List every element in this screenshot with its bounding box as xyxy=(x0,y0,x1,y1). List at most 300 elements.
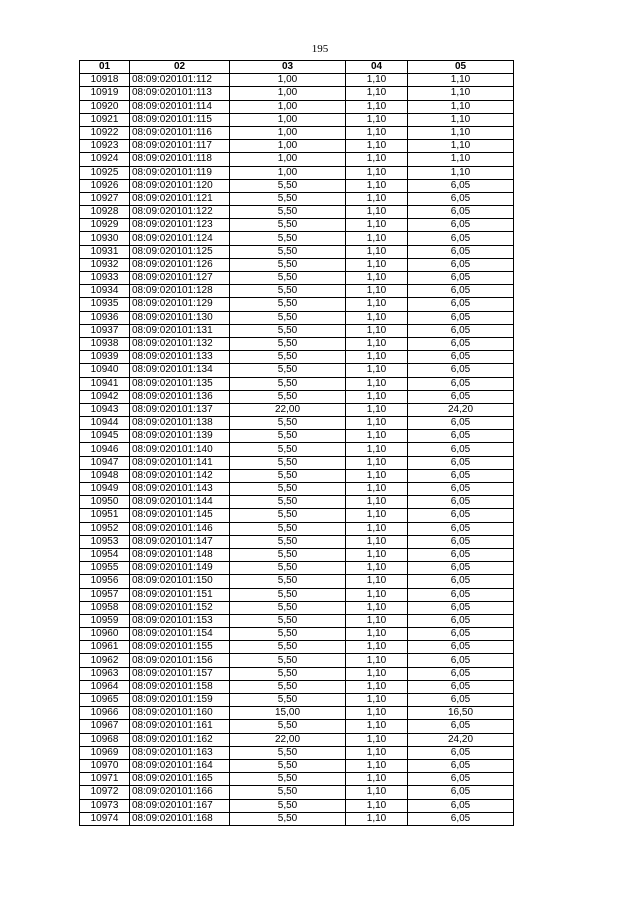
table-cell: 5,50 xyxy=(230,641,346,654)
table-row xyxy=(80,667,514,680)
table-cell: 08:09:020101:138 xyxy=(130,417,230,430)
table-cell: 1,00 xyxy=(230,140,346,153)
table-cell: 1,10 xyxy=(346,456,408,469)
table-cell: 24,20 xyxy=(408,733,514,746)
table-row xyxy=(80,179,514,192)
table-row xyxy=(80,140,514,153)
table-cell: 1,10 xyxy=(346,324,408,337)
table-cell: 1,10 xyxy=(408,87,514,100)
table-cell: 08:09:020101:150 xyxy=(130,575,230,588)
table-cell: 1,10 xyxy=(346,417,408,430)
table-row xyxy=(80,548,514,561)
table-row xyxy=(80,654,514,667)
table-row xyxy=(80,364,514,377)
table-cell: 6,05 xyxy=(408,509,514,522)
table-cell: 24,20 xyxy=(408,403,514,416)
table-cell: 10947 xyxy=(80,456,130,469)
table-cell: 6,05 xyxy=(408,311,514,324)
table-cell: 1,10 xyxy=(346,641,408,654)
table-cell: 08:09:020101:145 xyxy=(130,509,230,522)
table-cell: 08:09:020101:148 xyxy=(130,548,230,561)
table-cell: 5,50 xyxy=(230,562,346,575)
table-cell: 5,50 xyxy=(230,759,346,772)
table-cell: 10968 xyxy=(80,733,130,746)
table-row xyxy=(80,311,514,324)
table-cell: 10926 xyxy=(80,179,130,192)
table-cell: 08:09:020101:166 xyxy=(130,786,230,799)
table-cell: 1,10 xyxy=(346,496,408,509)
table-cell: 1,10 xyxy=(346,746,408,759)
table-cell: 6,05 xyxy=(408,720,514,733)
table-body xyxy=(80,74,514,826)
table-cell: 10919 xyxy=(80,87,130,100)
table-cell: 5,50 xyxy=(230,285,346,298)
table-row xyxy=(80,733,514,746)
table-cell: 1,10 xyxy=(408,113,514,126)
table-cell: 1,10 xyxy=(346,680,408,693)
table-row xyxy=(80,746,514,759)
table-cell: 1,10 xyxy=(346,87,408,100)
table-cell: 1,00 xyxy=(230,153,346,166)
table-cell: 5,50 xyxy=(230,496,346,509)
table-cell: 10971 xyxy=(80,773,130,786)
table-cell: 5,50 xyxy=(230,337,346,350)
table-row xyxy=(80,153,514,166)
table-cell: 1,10 xyxy=(346,799,408,812)
table-cell: 6,05 xyxy=(408,377,514,390)
table-cell: 08:09:020101:136 xyxy=(130,390,230,403)
table-row xyxy=(80,351,514,364)
table-cell: 5,50 xyxy=(230,469,346,482)
table-cell: 6,05 xyxy=(408,812,514,825)
table-row xyxy=(80,232,514,245)
table-cell: 10973 xyxy=(80,799,130,812)
table-row xyxy=(80,812,514,825)
table-cell: 08:09:020101:168 xyxy=(130,812,230,825)
table-cell: 10937 xyxy=(80,324,130,337)
table-row xyxy=(80,575,514,588)
table-cell: 1,10 xyxy=(346,390,408,403)
table-cell: 5,50 xyxy=(230,192,346,205)
table-cell: 6,05 xyxy=(408,285,514,298)
table-cell: 1,10 xyxy=(346,575,408,588)
table-cell: 1,10 xyxy=(346,469,408,482)
table-cell: 5,50 xyxy=(230,746,346,759)
table-cell: 1,10 xyxy=(408,166,514,179)
table-cell: 1,10 xyxy=(346,219,408,232)
table-cell: 08:09:020101:167 xyxy=(130,799,230,812)
table-cell: 08:09:020101:127 xyxy=(130,272,230,285)
table-cell: 5,50 xyxy=(230,548,346,561)
table-cell: 1,10 xyxy=(346,786,408,799)
table-cell: 1,10 xyxy=(346,548,408,561)
table-cell: 10957 xyxy=(80,588,130,601)
table-cell: 08:09:020101:132 xyxy=(130,337,230,350)
table-cell: 5,50 xyxy=(230,377,346,390)
table-cell: 08:09:020101:149 xyxy=(130,562,230,575)
column-header-02: 02 xyxy=(130,61,230,74)
table-cell: 6,05 xyxy=(408,430,514,443)
table-cell: 08:09:020101:156 xyxy=(130,654,230,667)
table-cell: 5,50 xyxy=(230,601,346,614)
table-cell: 10965 xyxy=(80,694,130,707)
table-cell: 08:09:020101:141 xyxy=(130,456,230,469)
table-cell: 1,10 xyxy=(346,654,408,667)
table-cell: 10953 xyxy=(80,535,130,548)
table-row xyxy=(80,588,514,601)
table-cell: 6,05 xyxy=(408,680,514,693)
column-header-03: 03 xyxy=(230,61,346,74)
table-cell: 08:09:020101:152 xyxy=(130,601,230,614)
data-table xyxy=(79,60,514,826)
table-cell: 1,10 xyxy=(346,588,408,601)
table-row xyxy=(80,166,514,179)
table-cell: 10958 xyxy=(80,601,130,614)
table-cell: 1,10 xyxy=(346,601,408,614)
page-number: 195 xyxy=(311,43,329,55)
table-cell: 5,50 xyxy=(230,483,346,496)
table-cell: 08:09:020101:144 xyxy=(130,496,230,509)
table-cell: 1,10 xyxy=(408,100,514,113)
table-row xyxy=(80,100,514,113)
table-cell: 08:09:020101:114 xyxy=(130,100,230,113)
table-cell: 5,50 xyxy=(230,786,346,799)
table-cell: 6,05 xyxy=(408,351,514,364)
table-cell: 10936 xyxy=(80,311,130,324)
table-cell: 10945 xyxy=(80,430,130,443)
table-cell: 1,10 xyxy=(408,126,514,139)
table-cell: 1,00 xyxy=(230,126,346,139)
table-cell: 5,50 xyxy=(230,272,346,285)
table-cell: 08:09:020101:160 xyxy=(130,707,230,720)
table-row xyxy=(80,694,514,707)
table-row xyxy=(80,799,514,812)
table-cell: 10931 xyxy=(80,245,130,258)
table-cell: 10951 xyxy=(80,509,130,522)
table-cell: 10932 xyxy=(80,258,130,271)
table-cell: 6,05 xyxy=(408,245,514,258)
table-cell: 16,50 xyxy=(408,707,514,720)
table-cell: 08:09:020101:146 xyxy=(130,522,230,535)
table-cell: 08:09:020101:140 xyxy=(130,443,230,456)
table-cell: 22,00 xyxy=(230,403,346,416)
table-cell: 6,05 xyxy=(408,614,514,627)
table-cell: 08:09:020101:137 xyxy=(130,403,230,416)
table-cell: 1,00 xyxy=(230,166,346,179)
table-cell: 08:09:020101:118 xyxy=(130,153,230,166)
table-cell: 1,10 xyxy=(346,733,408,746)
table-row xyxy=(80,113,514,126)
table-cell: 1,10 xyxy=(346,351,408,364)
table-cell: 6,05 xyxy=(408,588,514,601)
table-row xyxy=(80,773,514,786)
table-cell: 08:09:020101:120 xyxy=(130,179,230,192)
table-cell: 10943 xyxy=(80,403,130,416)
table-row xyxy=(80,562,514,575)
table-cell: 6,05 xyxy=(408,575,514,588)
table-cell: 5,50 xyxy=(230,430,346,443)
table-cell: 6,05 xyxy=(408,206,514,219)
table-row xyxy=(80,707,514,720)
table-cell: 08:09:020101:122 xyxy=(130,206,230,219)
table-cell: 6,05 xyxy=(408,192,514,205)
table-cell: 5,50 xyxy=(230,324,346,337)
table-cell: 5,50 xyxy=(230,694,346,707)
table-row xyxy=(80,87,514,100)
table-cell: 1,10 xyxy=(346,140,408,153)
table-cell: 5,50 xyxy=(230,258,346,271)
table-cell: 15,00 xyxy=(230,707,346,720)
table-row xyxy=(80,337,514,350)
table-cell: 1,10 xyxy=(346,509,408,522)
table-cell: 08:09:020101:129 xyxy=(130,298,230,311)
table-cell: 5,50 xyxy=(230,179,346,192)
table-cell: 10920 xyxy=(80,100,130,113)
table-cell: 1,10 xyxy=(346,192,408,205)
table-row xyxy=(80,509,514,522)
table-row xyxy=(80,522,514,535)
table-cell: 1,00 xyxy=(230,74,346,87)
table-cell: 5,50 xyxy=(230,588,346,601)
table-cell: 10952 xyxy=(80,522,130,535)
table-cell: 08:09:020101:133 xyxy=(130,351,230,364)
table-cell: 5,50 xyxy=(230,614,346,627)
table-cell: 1,10 xyxy=(346,773,408,786)
table-cell: 08:09:020101:157 xyxy=(130,667,230,680)
table-cell: 10964 xyxy=(80,680,130,693)
table-row xyxy=(80,628,514,641)
table-cell: 08:09:020101:126 xyxy=(130,258,230,271)
table-cell: 08:09:020101:165 xyxy=(130,773,230,786)
table-cell: 10935 xyxy=(80,298,130,311)
table-cell: 1,10 xyxy=(346,707,408,720)
table-cell: 08:09:020101:115 xyxy=(130,113,230,126)
table-cell: 1,10 xyxy=(346,100,408,113)
table-cell: 08:09:020101:112 xyxy=(130,74,230,87)
table-cell: 08:09:020101:125 xyxy=(130,245,230,258)
table-cell: 1,00 xyxy=(230,113,346,126)
table-cell: 5,50 xyxy=(230,390,346,403)
table-cell: 6,05 xyxy=(408,667,514,680)
table-cell: 08:09:020101:123 xyxy=(130,219,230,232)
table-cell: 6,05 xyxy=(408,562,514,575)
table-cell: 5,50 xyxy=(230,311,346,324)
table-cell: 1,10 xyxy=(346,628,408,641)
table-cell: 1,10 xyxy=(408,140,514,153)
table-cell: 08:09:020101:135 xyxy=(130,377,230,390)
table-cell: 08:09:020101:147 xyxy=(130,535,230,548)
table-cell: 1,10 xyxy=(346,113,408,126)
table-cell: 10941 xyxy=(80,377,130,390)
table-cell: 10949 xyxy=(80,483,130,496)
table-cell: 08:09:020101:158 xyxy=(130,680,230,693)
table-cell: 5,50 xyxy=(230,667,346,680)
table-cell: 22,00 xyxy=(230,733,346,746)
table-cell: 10974 xyxy=(80,812,130,825)
table-cell: 10924 xyxy=(80,153,130,166)
table-cell: 6,05 xyxy=(408,773,514,786)
table-cell: 5,50 xyxy=(230,628,346,641)
table-cell: 08:09:020101:139 xyxy=(130,430,230,443)
table-cell: 1,10 xyxy=(346,430,408,443)
table-cell: 1,10 xyxy=(346,258,408,271)
table-cell: 5,50 xyxy=(230,799,346,812)
table-cell: 6,05 xyxy=(408,456,514,469)
table-cell: 1,10 xyxy=(346,245,408,258)
table-cell: 10966 xyxy=(80,707,130,720)
table-cell: 08:09:020101:143 xyxy=(130,483,230,496)
table-cell: 10961 xyxy=(80,641,130,654)
table-cell: 6,05 xyxy=(408,786,514,799)
table-cell: 1,10 xyxy=(346,74,408,87)
table-cell: 1,10 xyxy=(346,522,408,535)
table-cell: 6,05 xyxy=(408,641,514,654)
table-cell: 10970 xyxy=(80,759,130,772)
table-cell: 1,10 xyxy=(346,153,408,166)
table-cell: 08:09:020101:131 xyxy=(130,324,230,337)
table-cell: 1,10 xyxy=(346,179,408,192)
table-row xyxy=(80,324,514,337)
table-cell: 10925 xyxy=(80,166,130,179)
table-cell: 1,10 xyxy=(346,232,408,245)
table-cell: 10921 xyxy=(80,113,130,126)
table-row xyxy=(80,469,514,482)
table-cell: 5,50 xyxy=(230,654,346,667)
table-cell: 1,10 xyxy=(346,483,408,496)
table-cell: 1,10 xyxy=(346,812,408,825)
table-cell: 5,50 xyxy=(230,298,346,311)
table-cell: 1,00 xyxy=(230,87,346,100)
table-cell: 1,10 xyxy=(346,285,408,298)
table-cell: 5,50 xyxy=(230,351,346,364)
table-cell: 10944 xyxy=(80,417,130,430)
table-cell: 08:09:020101:121 xyxy=(130,192,230,205)
table-cell: 1,10 xyxy=(346,337,408,350)
table-cell: 08:09:020101:161 xyxy=(130,720,230,733)
table-row xyxy=(80,403,514,416)
table-row xyxy=(80,456,514,469)
table-cell: 10930 xyxy=(80,232,130,245)
table-cell: 6,05 xyxy=(408,390,514,403)
table-cell: 6,05 xyxy=(408,258,514,271)
table-cell: 5,50 xyxy=(230,522,346,535)
table-cell: 08:09:020101:151 xyxy=(130,588,230,601)
table-row xyxy=(80,759,514,772)
table-cell: 08:09:020101:128 xyxy=(130,285,230,298)
table-cell: 10929 xyxy=(80,219,130,232)
table-cell: 10918 xyxy=(80,74,130,87)
table-cell: 1,10 xyxy=(346,377,408,390)
table-cell: 10955 xyxy=(80,562,130,575)
table-cell: 6,05 xyxy=(408,469,514,482)
table-row xyxy=(80,614,514,627)
table-cell: 10956 xyxy=(80,575,130,588)
table-cell: 6,05 xyxy=(408,417,514,430)
table-cell: 5,50 xyxy=(230,364,346,377)
table-cell: 1,10 xyxy=(346,311,408,324)
table-cell: 10959 xyxy=(80,614,130,627)
table-cell: 5,50 xyxy=(230,535,346,548)
column-header-05: 05 xyxy=(408,61,514,74)
table-cell: 10922 xyxy=(80,126,130,139)
table-cell: 08:09:020101:159 xyxy=(130,694,230,707)
table-cell: 1,10 xyxy=(346,272,408,285)
table-cell: 1,10 xyxy=(346,562,408,575)
table-cell: 10927 xyxy=(80,192,130,205)
table-cell: 1,10 xyxy=(346,206,408,219)
table-cell: 10938 xyxy=(80,337,130,350)
table-cell: 1,10 xyxy=(346,667,408,680)
table-cell: 1,10 xyxy=(408,153,514,166)
table-cell: 08:09:020101:124 xyxy=(130,232,230,245)
table-row xyxy=(80,443,514,456)
table-cell: 6,05 xyxy=(408,337,514,350)
table-cell: 08:09:020101:130 xyxy=(130,311,230,324)
table-row xyxy=(80,680,514,693)
table-cell: 6,05 xyxy=(408,483,514,496)
table-cell: 10960 xyxy=(80,628,130,641)
table-cell: 08:09:020101:117 xyxy=(130,140,230,153)
table-cell: 5,50 xyxy=(230,443,346,456)
table-cell: 10948 xyxy=(80,469,130,482)
table-cell: 1,10 xyxy=(408,74,514,87)
table-cell: 6,05 xyxy=(408,324,514,337)
table-cell: 10923 xyxy=(80,140,130,153)
table-row xyxy=(80,377,514,390)
table-row xyxy=(80,535,514,548)
table-cell: 10928 xyxy=(80,206,130,219)
table-cell: 1,00 xyxy=(230,100,346,113)
table-cell: 6,05 xyxy=(408,759,514,772)
table-cell: 5,50 xyxy=(230,680,346,693)
table-row xyxy=(80,720,514,733)
table-cell: 10954 xyxy=(80,548,130,561)
header-row xyxy=(80,61,514,74)
table-cell: 08:09:020101:116 xyxy=(130,126,230,139)
table-cell: 1,10 xyxy=(346,720,408,733)
table-cell: 1,10 xyxy=(346,166,408,179)
table-cell: 5,50 xyxy=(230,812,346,825)
table-cell: 10962 xyxy=(80,654,130,667)
table-cell: 1,10 xyxy=(346,403,408,416)
table-row xyxy=(80,496,514,509)
table-cell: 5,50 xyxy=(230,232,346,245)
table-cell: 6,05 xyxy=(408,628,514,641)
table-cell: 5,50 xyxy=(230,575,346,588)
table-cell: 6,05 xyxy=(408,746,514,759)
table-cell: 1,10 xyxy=(346,759,408,772)
table-row xyxy=(80,786,514,799)
table-cell: 08:09:020101:142 xyxy=(130,469,230,482)
table-cell: 1,10 xyxy=(346,126,408,139)
table-row xyxy=(80,601,514,614)
table-cell: 08:09:020101:164 xyxy=(130,759,230,772)
table-cell: 1,10 xyxy=(346,443,408,456)
table-cell: 08:09:020101:113 xyxy=(130,87,230,100)
table-row xyxy=(80,219,514,232)
table-cell: 10967 xyxy=(80,720,130,733)
table-cell: 5,50 xyxy=(230,456,346,469)
table-cell: 6,05 xyxy=(408,496,514,509)
table-cell: 5,50 xyxy=(230,206,346,219)
table-row xyxy=(80,74,514,87)
table-cell: 1,10 xyxy=(346,364,408,377)
table-row xyxy=(80,272,514,285)
table-cell: 10942 xyxy=(80,390,130,403)
table-cell: 5,50 xyxy=(230,720,346,733)
table-row xyxy=(80,126,514,139)
table-row xyxy=(80,641,514,654)
